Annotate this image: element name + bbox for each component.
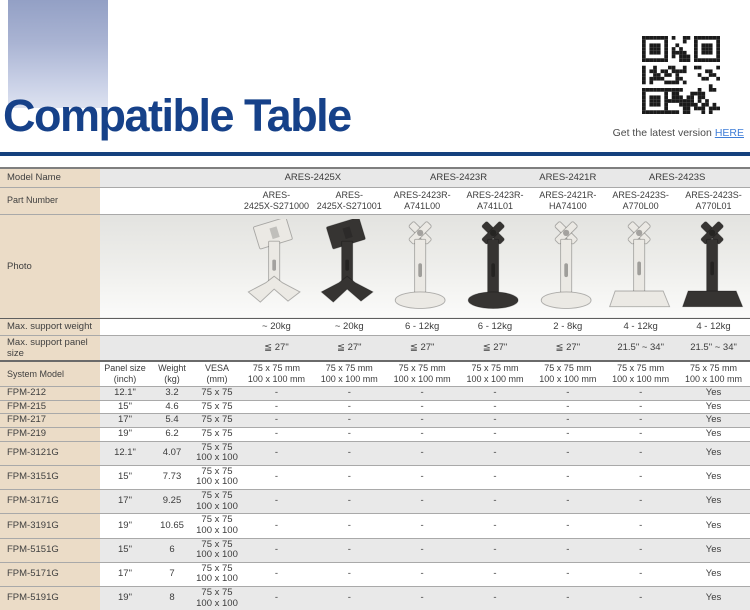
system-model-name: FPM-5151G xyxy=(0,538,100,562)
panel-size-cell: 12.1" xyxy=(100,387,150,401)
table-row xyxy=(0,441,750,465)
max-panel-cell: 21.5" ~ 34" xyxy=(604,335,677,361)
product-photo-stand-vesa-square-white xyxy=(608,219,674,315)
compat-cell: - xyxy=(604,441,677,465)
system-model-header-row xyxy=(0,361,750,387)
compat-cell: - xyxy=(459,490,532,514)
vesa-cell: 75 x 75 100 x 100 xyxy=(194,465,240,489)
product-photo-stand-tilt-star-black xyxy=(316,219,382,315)
vesa-support-cell: 75 x 75 mm 100 x 100 mm xyxy=(604,361,677,387)
spacer-cell xyxy=(100,318,240,335)
vesa-cell: 75 x 75 xyxy=(194,387,240,401)
compat-cell: Yes xyxy=(677,414,750,428)
table-row xyxy=(0,414,750,428)
compat-cell: - xyxy=(531,490,604,514)
compat-cell: - xyxy=(240,414,313,428)
compat-cell: - xyxy=(531,414,604,428)
compat-cell: - xyxy=(240,587,313,610)
compat-cell: Yes xyxy=(677,400,750,414)
compat-cell: - xyxy=(459,562,532,586)
compat-cell: - xyxy=(604,562,677,586)
max-weight-cell: ~ 20kg xyxy=(313,318,386,335)
compat-cell: - xyxy=(604,514,677,538)
page-title: Compatible Table xyxy=(3,90,351,142)
weight-cell: 6.2 xyxy=(150,427,194,441)
part-number-cell: ARES-2423S- A770L00 xyxy=(604,187,677,214)
system-model-name: FPM-3121G xyxy=(0,441,100,465)
compat-cell: - xyxy=(386,414,459,428)
compat-cell: - xyxy=(459,465,532,489)
weight-cell: 4.07 xyxy=(150,441,194,465)
weight-cell: 3.2 xyxy=(150,387,194,401)
compat-cell: - xyxy=(604,427,677,441)
compat-cell: - xyxy=(386,587,459,610)
table-row xyxy=(0,400,750,414)
part-number-row xyxy=(0,187,750,214)
max-weight-cell: 2 - 8kg xyxy=(531,318,604,335)
qr-caption-text: Get the latest version xyxy=(613,127,712,139)
weight-cell: 7 xyxy=(150,562,194,586)
compat-cell: - xyxy=(313,538,386,562)
compat-cell: - xyxy=(459,514,532,538)
compat-cell: - xyxy=(459,387,532,401)
compat-cell: - xyxy=(240,562,313,586)
compat-cell: - xyxy=(386,465,459,489)
part-number-cell: ARES- 2425X-S271000 xyxy=(240,187,313,214)
compat-cell: - xyxy=(459,400,532,414)
vesa-header: VESA (mm) xyxy=(194,361,240,387)
compat-cell: - xyxy=(240,465,313,489)
vesa-cell: 75 x 75 xyxy=(194,400,240,414)
compat-cell: Yes xyxy=(677,427,750,441)
max-support-weight-row xyxy=(0,318,750,335)
row-label-photo: Photo xyxy=(0,214,100,318)
system-rows xyxy=(0,387,750,610)
system-model-name: FPM-3191G xyxy=(0,514,100,538)
vesa-support-cell: 75 x 75 mm 100 x 100 mm xyxy=(531,361,604,387)
compat-cell: - xyxy=(240,441,313,465)
compat-cell: - xyxy=(459,538,532,562)
panel-size-cell: 15" xyxy=(100,465,150,489)
compat-cell: - xyxy=(313,387,386,401)
vesa-cell: 75 x 75 100 x 100 xyxy=(194,441,240,465)
part-number-cell: ARES-2423R- A741L01 xyxy=(459,187,532,214)
compat-cell: - xyxy=(531,427,604,441)
compat-cell: - xyxy=(604,414,677,428)
spacer-cell xyxy=(100,335,240,361)
weight-cell: 9.25 xyxy=(150,490,194,514)
compat-cell: - xyxy=(313,490,386,514)
spacer-cell xyxy=(100,187,240,214)
photo-row xyxy=(0,214,750,318)
compat-cell: - xyxy=(604,465,677,489)
table-row xyxy=(0,465,750,489)
product-photo-stand-vesa-round-white xyxy=(389,219,455,315)
max-panel-cell: ≦ 27" xyxy=(313,335,386,361)
max-panel-cell: ≦ 27" xyxy=(531,335,604,361)
compat-cell: - xyxy=(459,414,532,428)
model-name-cell: ARES-2423S xyxy=(604,168,750,187)
panel-size-cell: 19" xyxy=(100,587,150,610)
panel-size-cell: 17" xyxy=(100,490,150,514)
compat-cell: - xyxy=(240,490,313,514)
model-name-cell: ARES-2421R xyxy=(531,168,604,187)
panel-size-cell: 15" xyxy=(100,400,150,414)
weight-cell: 10.65 xyxy=(150,514,194,538)
model-name-cell: ARES-2425X xyxy=(240,168,386,187)
weight-header: Weight (kg) xyxy=(150,361,194,387)
vesa-cell: 75 x 75 100 x 100 xyxy=(194,562,240,586)
system-model-name: FPM-217 xyxy=(0,414,100,428)
system-model-name: FPM-3151G xyxy=(0,465,100,489)
product-photo-stand-vesa-square-black xyxy=(681,219,747,315)
compat-cell: - xyxy=(386,387,459,401)
compat-cell: - xyxy=(386,538,459,562)
photo-band xyxy=(100,214,750,318)
max-weight-cell: 4 - 12kg xyxy=(677,318,750,335)
vesa-cell: 75 x 75 100 x 100 xyxy=(194,538,240,562)
compat-cell: Yes xyxy=(677,587,750,610)
system-model-name: FPM-3171G xyxy=(0,490,100,514)
vesa-support-cell: 75 x 75 mm 100 x 100 mm xyxy=(240,361,313,387)
table-row xyxy=(0,514,750,538)
part-number-cell: ARES-2423R- A741L00 xyxy=(386,187,459,214)
here-link[interactable]: HERE xyxy=(715,127,744,139)
compat-cell: - xyxy=(313,587,386,610)
model-name-cell: ARES-2423R xyxy=(386,168,532,187)
compat-cell: - xyxy=(313,441,386,465)
max-weight-cell: 4 - 12kg xyxy=(604,318,677,335)
table-row xyxy=(0,387,750,401)
row-label-part-number: Part Number xyxy=(0,187,100,214)
qr-code[interactable] xyxy=(642,36,720,114)
table-row xyxy=(0,538,750,562)
vesa-cell: 75 x 75 100 x 100 xyxy=(194,490,240,514)
max-panel-cell: ≦ 27" xyxy=(240,335,313,361)
compat-cell: - xyxy=(531,387,604,401)
compat-cell: - xyxy=(459,587,532,610)
compat-cell: - xyxy=(313,400,386,414)
compat-cell: Yes xyxy=(677,441,750,465)
compat-cell: - xyxy=(531,400,604,414)
part-number-cell: ARES-2421R- HA74100 xyxy=(531,187,604,214)
compat-cell: - xyxy=(604,387,677,401)
compat-cell: - xyxy=(459,427,532,441)
compat-cell: - xyxy=(531,538,604,562)
table-row xyxy=(0,587,750,610)
system-model-name: FPM-5191G xyxy=(0,587,100,610)
compat-cell: Yes xyxy=(677,538,750,562)
system-model-name: FPM-5171G xyxy=(0,562,100,586)
title-divider-rule xyxy=(0,152,750,156)
qr-caption xyxy=(613,127,744,139)
compat-cell: - xyxy=(604,538,677,562)
compat-cell: - xyxy=(531,514,604,538)
max-panel-cell: 21.5" ~ 34" xyxy=(677,335,750,361)
weight-cell: 7.73 xyxy=(150,465,194,489)
compat-cell: - xyxy=(604,587,677,610)
weight-cell: 8 xyxy=(150,587,194,610)
compat-cell: - xyxy=(386,441,459,465)
compat-cell: Yes xyxy=(677,387,750,401)
part-number-cell: ARES- 2425X-S271001 xyxy=(313,187,386,214)
vesa-cell: 75 x 75 100 x 100 xyxy=(194,587,240,610)
compat-cell: - xyxy=(531,441,604,465)
compat-cell: - xyxy=(240,427,313,441)
weight-cell: 4.6 xyxy=(150,400,194,414)
compat-cell: - xyxy=(531,562,604,586)
product-photo-stand-tilt-star-white xyxy=(243,219,309,315)
compat-cell: - xyxy=(604,400,677,414)
vesa-support-cell: 75 x 75 mm 100 x 100 mm xyxy=(313,361,386,387)
model-name-row xyxy=(0,168,750,187)
compat-cell: - xyxy=(313,514,386,538)
compatibility-table xyxy=(0,167,750,610)
compat-cell: Yes xyxy=(677,562,750,586)
compat-cell: - xyxy=(386,562,459,586)
panel-size-cell: 19" xyxy=(100,514,150,538)
compat-cell: - xyxy=(459,441,532,465)
compat-cell: - xyxy=(531,587,604,610)
compat-cell: - xyxy=(386,490,459,514)
product-photo-stand-vesa-round-white-2 xyxy=(535,219,601,315)
system-model-name: FPM-219 xyxy=(0,427,100,441)
weight-cell: 5.4 xyxy=(150,414,194,428)
max-panel-cell: ≦ 27" xyxy=(459,335,532,361)
compat-cell: - xyxy=(313,562,386,586)
weight-cell: 6 xyxy=(150,538,194,562)
compat-cell: - xyxy=(240,387,313,401)
row-label-system-model: System Model xyxy=(0,361,100,387)
max-panel-cell: ≦ 27" xyxy=(386,335,459,361)
panel-size-header: Panel size (inch) xyxy=(100,361,150,387)
compat-cell: - xyxy=(386,514,459,538)
compat-cell: - xyxy=(386,400,459,414)
compat-cell: - xyxy=(313,465,386,489)
compat-cell: - xyxy=(240,538,313,562)
spacer-cell xyxy=(100,168,240,187)
compat-cell: Yes xyxy=(677,514,750,538)
max-weight-cell: 6 - 12kg xyxy=(386,318,459,335)
max-weight-cell: 6 - 12kg xyxy=(459,318,532,335)
vesa-cell: 75 x 75 xyxy=(194,414,240,428)
max-weight-cell: ~ 20kg xyxy=(240,318,313,335)
panel-size-cell: 17" xyxy=(100,414,150,428)
compat-cell: - xyxy=(313,414,386,428)
row-label-max-support-panel-size: Max. support panel size xyxy=(0,335,100,361)
vesa-support-cell: 75 x 75 mm 100 x 100 mm xyxy=(677,361,750,387)
system-model-name: FPM-212 xyxy=(0,387,100,401)
compat-cell: - xyxy=(386,427,459,441)
table-row xyxy=(0,562,750,586)
compat-cell: - xyxy=(604,490,677,514)
panel-size-cell: 17" xyxy=(100,562,150,586)
compat-cell: - xyxy=(313,427,386,441)
panel-size-cell: 19" xyxy=(100,427,150,441)
row-label-max-support-weight: Max. support weight xyxy=(0,318,100,335)
compat-cell: Yes xyxy=(677,490,750,514)
max-support-panel-size-row xyxy=(0,335,750,361)
compat-cell: - xyxy=(240,514,313,538)
vesa-cell: 75 x 75 100 x 100 xyxy=(194,514,240,538)
panel-size-cell: 15" xyxy=(100,538,150,562)
table-row xyxy=(0,427,750,441)
compat-cell: - xyxy=(531,465,604,489)
part-number-cell: ARES-2423S- A770L01 xyxy=(677,187,750,214)
vesa-support-cell: 75 x 75 mm 100 x 100 mm xyxy=(459,361,532,387)
vesa-support-cell: 75 x 75 mm 100 x 100 mm xyxy=(386,361,459,387)
product-photo-stand-vesa-round-black xyxy=(462,219,528,315)
vesa-cell: 75 x 75 xyxy=(194,427,240,441)
row-label-model-name: Model Name xyxy=(0,168,100,187)
compat-cell: Yes xyxy=(677,465,750,489)
compat-cell: - xyxy=(240,400,313,414)
panel-size-cell: 12.1" xyxy=(100,441,150,465)
table-row xyxy=(0,490,750,514)
system-model-name: FPM-215 xyxy=(0,400,100,414)
